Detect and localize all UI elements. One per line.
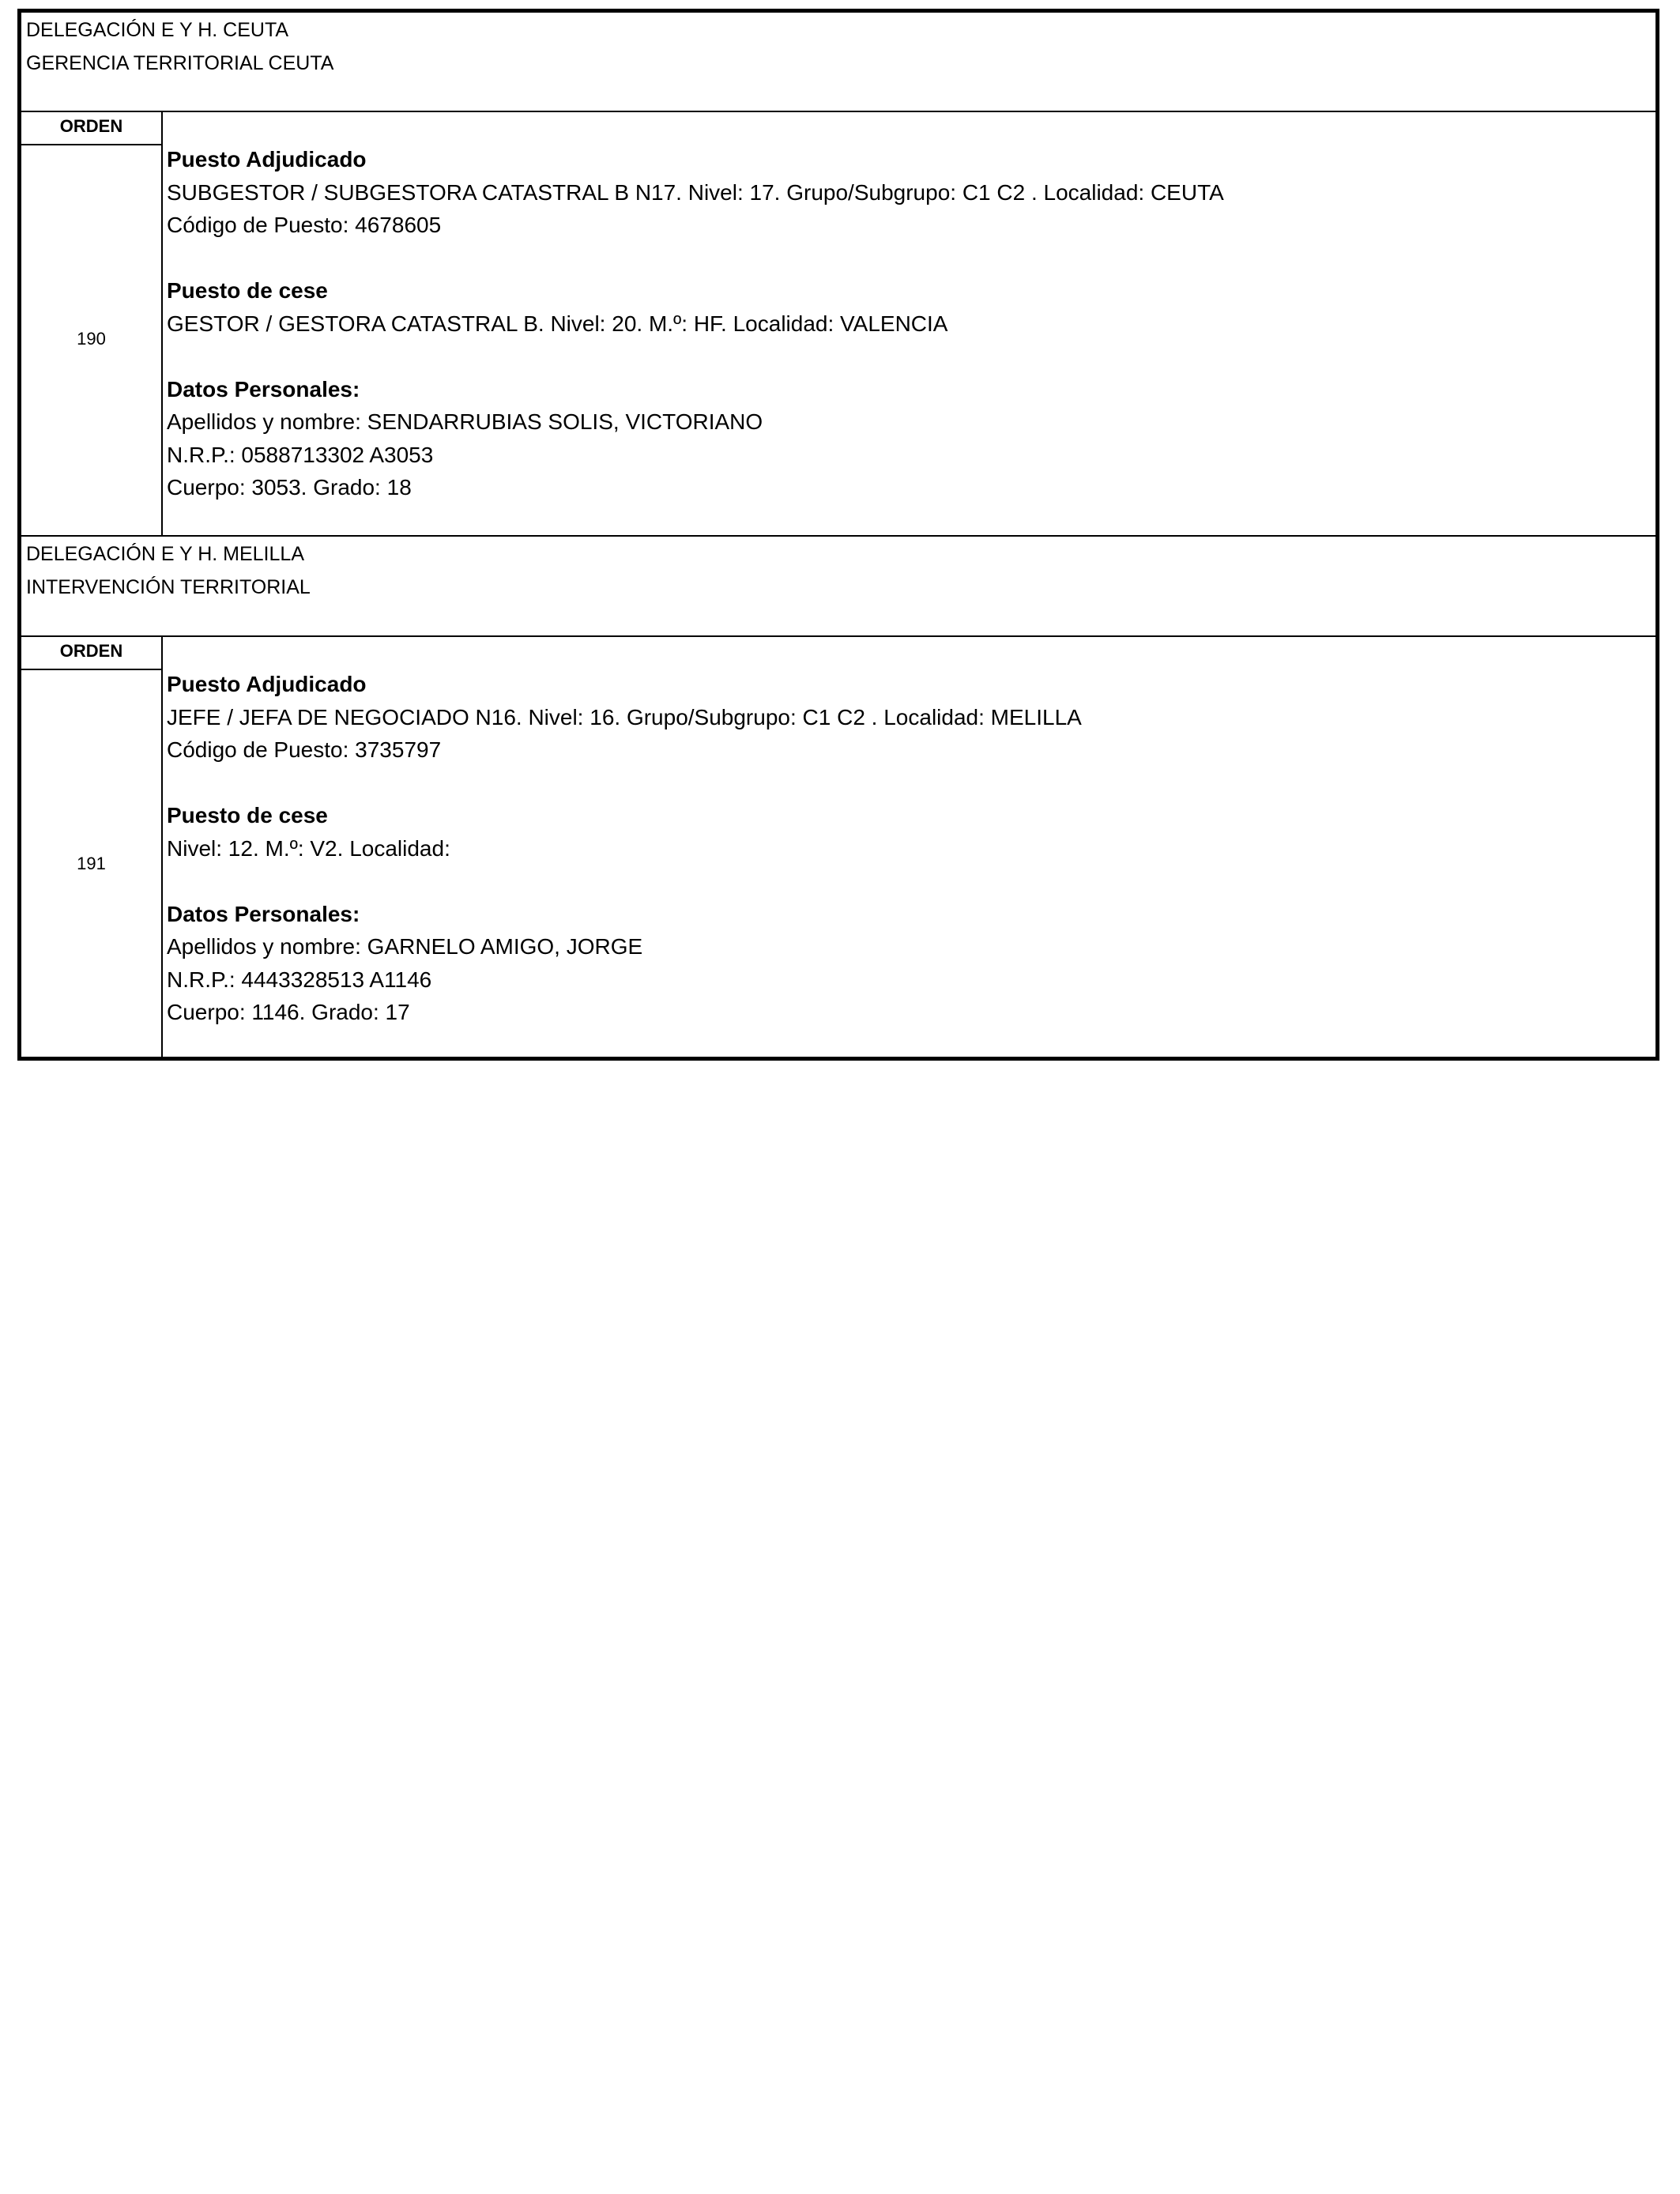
org-delegacion: DELEGACIÓN E Y H. CEUTA: [26, 19, 289, 41]
datos-personales-heading: Datos Personales:: [167, 901, 360, 926]
orden-header: ORDEN: [59, 116, 123, 136]
puesto-cese-text: GESTOR / GESTORA CATASTRAL B. Nivel: 20. M.º: HF. Localidad: VALENCIA: [167, 311, 948, 336]
puesto-adjudicado-text: SUBGESTOR / SUBGESTORA CATASTRAL B N17. Nivel: 17. Grupo/Subgrupo: C1 C2 . Localidad: CEUTA: [167, 179, 1224, 205]
org-delegacion: DELEGACIÓN E Y H. MELILLA: [26, 543, 304, 565]
orden-divider: [21, 669, 162, 670]
codigo-puesto: Código de Puesto: 3735797: [167, 737, 442, 762]
nrp: N.R.P.: 4443328513 A1146: [167, 967, 432, 992]
org-unidad: INTERVENCIÓN TERRITORIAL: [26, 576, 311, 598]
column-divider: [161, 636, 163, 1061]
orden-divider: [21, 144, 162, 145]
puesto-adjudicado-heading: Puesto Adjudicado: [167, 147, 367, 172]
cuerpo-grado: Cuerpo: 1146. Grado: 17: [167, 1000, 410, 1024]
apellidos-nombre: Apellidos y nombre: SENDARRUBIAS SOLIS, VICTORIANO: [167, 409, 763, 434]
cuerpo-grado: Cuerpo: 3053. Grado: 18: [167, 475, 412, 499]
orden-number: 191: [77, 854, 106, 873]
divider: [21, 535, 1656, 537]
orden-number: 190: [77, 329, 106, 349]
datos-personales-heading: Datos Personales:: [167, 376, 360, 401]
detail-block: [167, 143, 1224, 504]
puesto-cese-heading: Puesto de cese: [167, 803, 328, 827]
apellidos-nombre: Apellidos y nombre: GARNELO AMIGO, JORGE: [167, 934, 643, 959]
detail-block: [167, 668, 1082, 1029]
column-divider: [161, 111, 163, 535]
puesto-adjudicado-heading: Puesto Adjudicado: [167, 672, 367, 696]
puesto-cese-heading: Puesto de cese: [167, 278, 328, 303]
puesto-cese-text: Nivel: 12. M.º: V2. Localidad:: [167, 835, 450, 861]
org-unidad: GERENCIA TERRITORIAL CEUTA: [26, 52, 334, 74]
divider: [21, 635, 1656, 637]
orden-header: ORDEN: [59, 641, 123, 661]
document-table: [17, 9, 1659, 1061]
puesto-adjudicado-text: JEFE / JEFA DE NEGOCIADO N16. Nivel: 16. Grupo/Subgrupo: C1 C2 . Localidad: MELILLA: [167, 704, 1082, 729]
nrp: N.R.P.: 0588713302 A3053: [167, 442, 434, 467]
divider: [21, 111, 1656, 112]
codigo-puesto: Código de Puesto: 4678605: [167, 213, 442, 237]
